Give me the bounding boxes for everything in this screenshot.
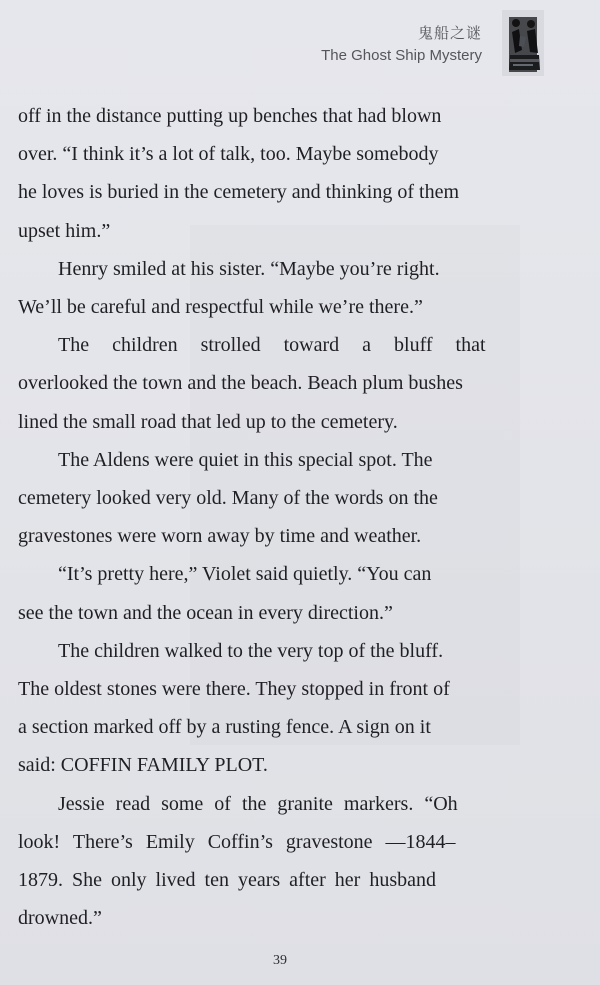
- paragraph-5-line-1: “It’s pretty here,” Violet said quietly. “You can: [58, 563, 432, 586]
- paragraph-7: [18, 785, 531, 938]
- paragraph-1-line-3: he loves is buried in the cemetery and thinking of them: [18, 181, 459, 204]
- page-number: 39: [273, 953, 287, 968]
- paragraph-2-line-1: Henry smiled at his sister. “Maybe you’re right.: [58, 257, 440, 280]
- paragraph-7-line-4: drowned.”: [18, 907, 102, 930]
- paragraph-6-line-4: said: COFFIN FAMILY PLOT.: [18, 754, 268, 777]
- paragraph-2: [18, 250, 531, 326]
- paragraph-5: [18, 555, 531, 631]
- paragraph-6-line-3: a section marked off by a rusting fence. A sign on it: [18, 716, 431, 739]
- paragraph-4-line-3: gravestones were worn away by time and weather.: [18, 525, 422, 548]
- paragraph-5-line-2: see the town and the ocean in every direction.”: [18, 601, 393, 624]
- paragraph-3-line-3: lined the small road that led up to the cemetery.: [18, 410, 398, 433]
- paragraph-4: [18, 441, 531, 556]
- paragraph-1-line-2: over. “I think it’s a lot of talk, too. Maybe somebody: [18, 143, 439, 166]
- paragraph-3-line-2: overlooked the town and the beach. Beach plum bushes: [18, 372, 463, 395]
- paragraph-6: [18, 632, 531, 785]
- paragraph-7-line-2: look! There’s Emily Coffin’s gravestone —1844–: [18, 830, 456, 853]
- paragraph-1-line-4: upset him.”: [18, 219, 111, 242]
- paragraph-7-line-1: Jessie read some of the granite markers. “Oh: [58, 792, 458, 815]
- header-illustration-icon: [502, 10, 544, 76]
- paragraph-6-line-1: The children walked to the very top of the bluff.: [58, 639, 444, 662]
- paragraph-1: [18, 97, 531, 250]
- running-header: [321, 26, 482, 64]
- paragraph-2-line-2: We’ll be careful and respectful while we’re there.”: [18, 296, 423, 319]
- paragraph-7-line-3: 1879. She only lived ten years after her husband: [18, 869, 437, 892]
- english-book-title: The Ghost Ship Mystery: [321, 46, 482, 64]
- chinese-book-title: 鬼船之谜: [417, 24, 482, 42]
- paragraph-4-line-2: cemetery looked very old. Many of the words on the: [18, 487, 438, 510]
- paragraph-1-line-1: off in the distance putting up benches that had blown: [18, 105, 442, 127]
- paragraph-4-line-1: The Aldens were quiet in this special spot. The: [58, 448, 433, 471]
- paragraph-3-line-1: The children strolled toward a bluff that: [58, 334, 486, 357]
- book-body-text: [18, 97, 531, 937]
- paragraph-3: [18, 326, 531, 441]
- paragraph-6-line-2: The oldest stones were there. They stopped in front of: [18, 678, 450, 701]
